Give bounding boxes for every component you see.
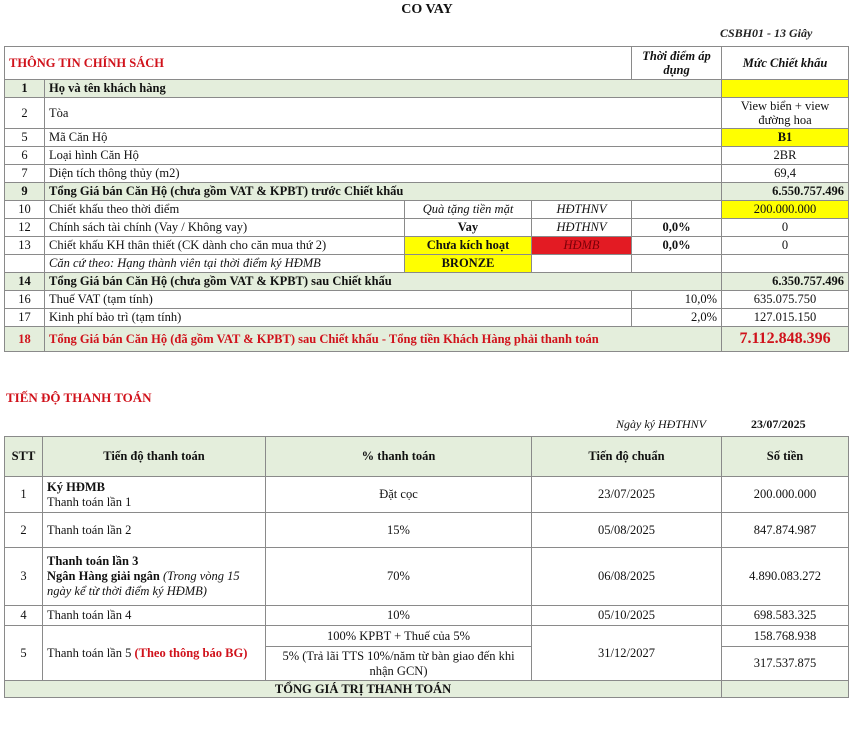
member-tier-badge: BRONZE — [405, 255, 532, 273]
row-date: 06/08/2025 — [532, 548, 722, 606]
row-sub: Thanh toán lần 1 — [47, 494, 132, 509]
row-apply: HĐTHNV — [532, 201, 632, 219]
policy-header-row — [5, 47, 849, 80]
row-title: Ký HĐMB — [47, 479, 105, 494]
row-stt: 2 — [5, 513, 43, 548]
row-value: 6.350.757.496 — [722, 273, 849, 291]
payment-section-title: TIẾN ĐỘ THANH TOÁN — [6, 390, 152, 405]
apply-time-header: Thời điểm áp dụng — [632, 47, 722, 80]
row-rate — [632, 201, 722, 219]
row-note: (Theo thông báo BG) — [134, 645, 248, 660]
row-label: Tổng Giá bán Căn Hộ (chưa gồm VAT & KPBT) sau Chiết khấu — [45, 273, 722, 291]
row-loyal-discount — [5, 237, 849, 255]
total-label: TỔNG GIÁ TRỊ THANH TOÁN — [5, 681, 722, 698]
row-apply: HĐMB — [532, 237, 632, 255]
row-value: 0 — [722, 237, 849, 255]
row-percent: Đặt cọc — [266, 477, 532, 513]
row-apply — [532, 255, 632, 273]
schedule-header-row — [5, 437, 849, 477]
row-rate: 0,0% — [632, 219, 722, 237]
row-stt: 3 — [5, 548, 43, 606]
row-title: Thanh toán lần 2 — [43, 513, 266, 548]
row-title: Thanh toán lần 3 — [47, 554, 139, 568]
sign-date-label: Ngày ký HĐTHNV — [616, 417, 706, 431]
row-label: Căn cứ theo: Hạng thành viên tại thời điểm ký HĐMB — [45, 255, 405, 273]
row-amount: 317.537.875 — [722, 647, 849, 681]
row-tower — [5, 98, 849, 129]
row-amount: 200.000.000 — [722, 477, 849, 513]
row-customer-name — [5, 80, 849, 98]
row-price-before-discount — [5, 183, 849, 201]
row-progress — [43, 548, 266, 606]
row-finance-policy — [5, 219, 849, 237]
row-rate: 0,0% — [632, 237, 722, 255]
row-label: Loại hình Căn Hộ — [45, 147, 722, 165]
row-label: Tổng Giá bán Căn Hộ (chưa gồm VAT & KPBT) trước Chiết khấu — [45, 183, 722, 201]
row-no: 14 — [5, 273, 45, 291]
row-value: 200.000.000 — [722, 201, 849, 219]
col-percent: % thanh toán — [266, 437, 532, 477]
row-stt: 5 — [5, 626, 43, 681]
row-progress — [43, 477, 266, 513]
row-label: Chiết khấu theo thời điểm — [45, 201, 405, 219]
row-date: 05/10/2025 — [532, 606, 722, 626]
row-no — [5, 255, 45, 273]
row-label: Thuế VAT (tạm tính) — [45, 291, 632, 309]
row-unit-code — [5, 129, 849, 147]
col-standard: Tiến độ chuẩn — [532, 437, 722, 477]
row-no: 1 — [5, 80, 45, 98]
row-vat — [5, 291, 849, 309]
row-percent: 100% KPBT + Thuế của 5% — [266, 626, 532, 647]
row-no: 12 — [5, 219, 45, 237]
policy-table — [4, 46, 849, 352]
row-rate — [632, 255, 722, 273]
row-value: 2BR — [722, 147, 849, 165]
row-maintenance — [5, 309, 849, 327]
customer-name-value — [722, 80, 849, 98]
row-value: 6.550.757.496 — [722, 183, 849, 201]
row-rate: 2,0% — [632, 309, 722, 327]
row-no: 10 — [5, 201, 45, 219]
row-date: 31/12/2027 — [532, 626, 722, 681]
row-no: 17 — [5, 309, 45, 327]
row-value — [722, 255, 849, 273]
table-row — [5, 606, 849, 626]
row-amount: 847.874.987 — [722, 513, 849, 548]
row-stt: 4 — [5, 606, 43, 626]
table-row — [5, 626, 849, 647]
col-progress: Tiến độ thanh toán — [43, 437, 266, 477]
row-label: Kinh phí bảo trì (tạm tính) — [45, 309, 632, 327]
row-value: 0 — [722, 219, 849, 237]
col-amount: Số tiền — [722, 437, 849, 477]
row-title: Thanh toán lần 5 — [47, 645, 132, 660]
sign-date-value: 23/07/2025 — [751, 417, 806, 431]
discount-level-header: Mức Chiết khấu — [722, 47, 849, 80]
row-label: Tòa — [45, 98, 722, 129]
row-date: 05/08/2025 — [532, 513, 722, 548]
row-progress — [43, 626, 266, 681]
row-amount: 698.583.325 — [722, 606, 849, 626]
row-stt: 1 — [5, 477, 43, 513]
row-area — [5, 165, 849, 183]
row-price-after-discount — [5, 273, 849, 291]
schedule-total-row — [5, 681, 849, 698]
loyal-status-badge: Chưa kích hoạt — [405, 237, 532, 255]
row-no: 9 — [5, 183, 45, 201]
row-label: Mã Căn Hộ — [45, 129, 722, 147]
row-value: View biển + view đường hoa — [722, 98, 849, 129]
row-member-tier — [5, 255, 849, 273]
row-no: 6 — [5, 147, 45, 165]
policy-code: CSBH01 - 13 Giây — [720, 26, 813, 40]
row-date: 23/07/2025 — [532, 477, 722, 513]
row-apply: HĐTHNV — [532, 219, 632, 237]
table-row — [5, 477, 849, 513]
row-value: 635.075.750 — [722, 291, 849, 309]
grand-total-value: 7.112.848.396 — [722, 327, 849, 352]
table-row — [5, 548, 849, 606]
payment-schedule-table — [4, 436, 849, 698]
row-no: 18 — [5, 327, 45, 352]
row-value: B1 — [722, 129, 849, 147]
row-label: Chiết khấu KH thân thiết (CK dành cho căn mua thứ 2) — [45, 237, 405, 255]
row-note: Quà tặng tiền mặt — [405, 201, 532, 219]
row-no: 13 — [5, 237, 45, 255]
row-grand-total — [5, 327, 849, 352]
row-amount: 158.768.938 — [722, 626, 849, 647]
row-note: (Trong vòng 15 ngày kể từ thời điểm ký HĐMB) — [47, 569, 240, 598]
row-value: 127.015.150 — [722, 309, 849, 327]
row-no: 2 — [5, 98, 45, 129]
row-label: Tổng Giá bán Căn Hộ (đã gồm VAT & KPBT) sau Chiết khấu - Tổng tiền Khách Hàng phải thanh toán — [45, 327, 722, 352]
row-sub: Ngân Hàng giải ngân — [47, 569, 160, 583]
row-percent: 70% — [266, 548, 532, 606]
row-no: 7 — [5, 165, 45, 183]
row-amount: 4.890.083.272 — [722, 548, 849, 606]
row-percent: 5% (Trả lãi TTS 10%/năm từ bàn giao đến khi nhận GCN) — [266, 647, 532, 681]
row-label: Chính sách tài chính (Vay / Không vay) — [45, 219, 405, 237]
policy-section-title: THÔNG TIN CHÍNH SÁCH — [5, 47, 632, 80]
document-title: CO VAY — [401, 2, 453, 17]
table-row — [5, 513, 849, 548]
col-stt: STT — [5, 437, 43, 477]
row-rate: 10,0% — [632, 291, 722, 309]
row-percent: 15% — [266, 513, 532, 548]
row-label: Họ và tên khách hàng — [45, 80, 722, 98]
row-title: Thanh toán lần 4 — [43, 606, 266, 626]
row-value: 69,4 — [722, 165, 849, 183]
row-no: 5 — [5, 129, 45, 147]
row-percent: 10% — [266, 606, 532, 626]
row-no: 16 — [5, 291, 45, 309]
row-note: Vay — [405, 219, 532, 237]
row-unit-type — [5, 147, 849, 165]
row-label: Diện tích thông thủy (m2) — [45, 165, 722, 183]
total-value — [722, 681, 849, 698]
row-time-discount — [5, 201, 849, 219]
